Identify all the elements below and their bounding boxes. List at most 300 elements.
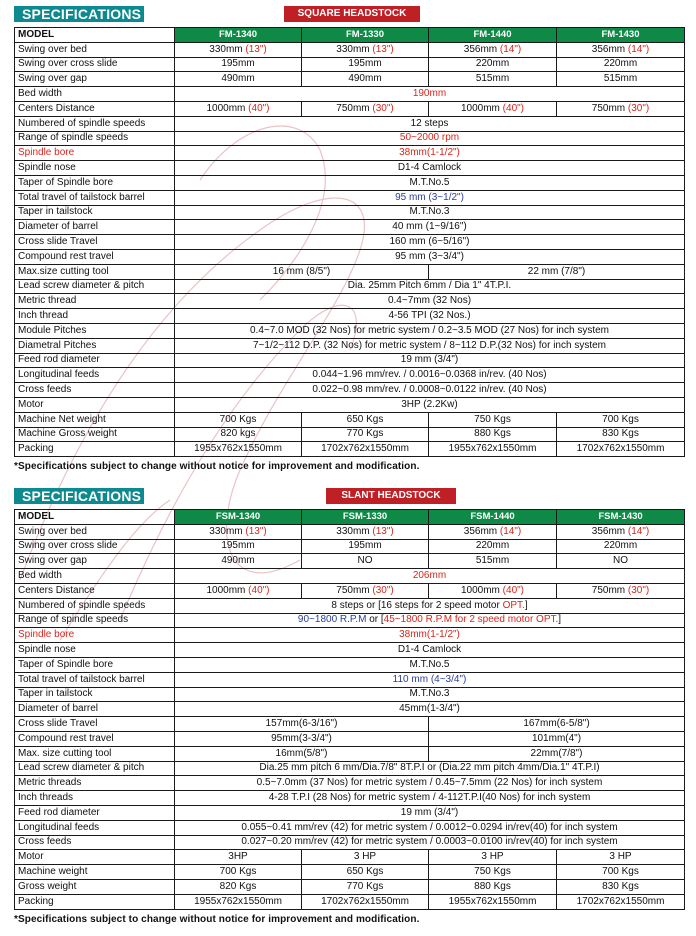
value-text: 490mm — [221, 73, 255, 85]
spec-value — [429, 57, 557, 72]
spec-value — [302, 865, 429, 880]
value-text: 650 Kgs — [346, 866, 384, 878]
spec-label: Spindle bore — [15, 628, 175, 643]
value-text: 220mm — [603, 58, 638, 70]
table-row — [15, 805, 685, 820]
spec-value — [429, 72, 557, 87]
value-text: 750mm — [591, 102, 628, 114]
table-row — [15, 72, 685, 87]
model-column-header: FM-1430 — [557, 28, 685, 43]
spec-label: Module Pitches — [15, 323, 175, 338]
spec-label: Taper of Spindle bore — [15, 175, 175, 190]
value-text: ] — [558, 614, 562, 626]
value-text: 770 Kgs — [346, 880, 384, 892]
model-label: MODEL — [15, 28, 175, 43]
value-text: 4-56 TPI (32 Nos.) — [388, 310, 471, 322]
spec-value — [302, 72, 429, 87]
value-text: 1000mm — [460, 102, 503, 114]
spec-value — [175, 657, 685, 672]
square-headstock-section — [14, 6, 684, 472]
table-row — [15, 865, 685, 880]
spec-value — [175, 87, 685, 102]
model-column-header: FSM-1340 — [175, 510, 302, 525]
table-row — [15, 87, 685, 102]
spec-label: Total travel of tailstock barrel — [15, 672, 175, 687]
spec-label: Cross feeds — [15, 835, 175, 850]
slant-headstock-section — [14, 488, 684, 925]
table-row — [15, 294, 685, 309]
spec-value — [175, 57, 302, 72]
table-row — [15, 628, 685, 643]
value-text: 195mm — [221, 58, 255, 70]
spec-label: Cross slide Travel — [15, 717, 175, 732]
value-text: 157mm(6-3/16") — [265, 718, 338, 730]
spec-label: Longitudinal feeds — [15, 820, 175, 835]
spec-value — [175, 717, 429, 732]
value-text: 1702x762x1550mm — [576, 443, 665, 455]
spec-value — [557, 427, 685, 442]
table-row — [15, 643, 685, 658]
table-row — [15, 101, 685, 116]
spec-label: Spindle nose — [15, 161, 175, 176]
headstock-type-title: SQUARE HEADSTOCK — [284, 6, 420, 22]
spec-value — [175, 820, 685, 835]
spec-value — [175, 554, 302, 569]
spec-value — [302, 442, 429, 457]
spec-label: Longitudinal feeds — [15, 368, 175, 383]
spec-value — [175, 598, 685, 613]
table-row — [15, 554, 685, 569]
value-text: NO — [357, 555, 373, 567]
spec-value — [175, 791, 685, 806]
spec-label: Inch threads — [15, 791, 175, 806]
value-text: 0.044~1.96 mm/rev. / 0.0016~0.0368 in/rev. (40 Nos) — [312, 369, 547, 381]
spec-label: Numbered of spindle speeds — [15, 598, 175, 613]
spec-label: Lead screw diameter & pitch — [15, 761, 175, 776]
spec-value — [302, 894, 429, 909]
spec-label: Range of spindle speeds — [15, 613, 175, 628]
spec-value — [175, 687, 685, 702]
spec-label: Max. size cutting tool — [15, 746, 175, 761]
value-text: 22 mm (7/8") — [527, 265, 586, 277]
value-text: 515mm — [475, 73, 510, 85]
spec-label: Spindle nose — [15, 643, 175, 658]
table-row — [15, 190, 685, 205]
spec-value — [557, 865, 685, 880]
model-column-header: FSM-1330 — [302, 510, 429, 525]
table-row — [15, 161, 685, 176]
spec-value — [175, 264, 429, 279]
value-text: 356mm — [591, 525, 628, 537]
spec-label: Compound rest travel — [15, 249, 175, 264]
value-text: 206mm — [412, 570, 447, 582]
spec-value — [175, 397, 685, 412]
spec-value — [175, 442, 302, 457]
spec-value — [175, 205, 685, 220]
spec-label: Machine weight — [15, 865, 175, 880]
value-text: 330mm — [336, 525, 373, 537]
spec-value — [175, 383, 685, 398]
table-row — [15, 175, 685, 190]
table-row — [15, 717, 685, 732]
table-row — [15, 879, 685, 894]
value-text: 95mm(3-3/4") — [271, 732, 332, 744]
value-text: 830 Kgs — [602, 880, 639, 892]
spec-value — [429, 746, 685, 761]
table-row — [15, 657, 685, 672]
value-text: 880 Kgs — [474, 428, 511, 440]
value-text: (14") — [627, 525, 650, 537]
value-text: or [ — [369, 614, 384, 626]
spec-value — [557, 101, 685, 116]
value-text: 95 mm (3~3/4") — [395, 250, 464, 262]
spec-value — [429, 850, 557, 865]
value-text: (14") — [499, 525, 522, 537]
value-text: 515mm — [603, 73, 638, 85]
value-text: (14") — [627, 43, 650, 55]
value-text: 700 Kgs — [219, 866, 257, 878]
value-text: (13") — [245, 43, 267, 55]
value-text: 7~1/2~112 D.P. (32 Nos) for metric system / 8~112 D.P.(32 Nos) for inch system — [252, 339, 607, 351]
spec-value — [429, 865, 557, 880]
table-row — [15, 397, 685, 412]
spec-value — [175, 865, 302, 880]
spec-label: Bed width — [15, 87, 175, 102]
value-text: 750mm — [336, 102, 373, 114]
value-text: 22mm(7/8") — [530, 747, 583, 759]
spec-value — [175, 146, 685, 161]
value-text: (40") — [502, 584, 525, 596]
spec-value — [175, 761, 685, 776]
value-text: M.T.No.3 — [409, 206, 450, 218]
value-text: 16mm(5/8") — [275, 747, 328, 759]
table-row — [15, 368, 685, 383]
table-row — [15, 279, 685, 294]
value-text: 3HP — [228, 851, 248, 863]
spec-label: Centers Distance — [15, 101, 175, 116]
spec-value — [175, 672, 685, 687]
value-text: 700 Kgs — [602, 866, 639, 878]
spec-value — [557, 583, 685, 598]
table-row — [15, 583, 685, 598]
value-text: 19 mm (3/4") — [400, 354, 459, 366]
spec-value — [302, 524, 429, 539]
table-row — [15, 746, 685, 761]
spec-value — [302, 554, 429, 569]
table-row — [15, 235, 685, 250]
spec-label: Diametral Pitches — [15, 338, 175, 353]
model-header-row — [15, 28, 685, 43]
table-row — [15, 894, 685, 909]
model-column-header: FM-1440 — [429, 28, 557, 43]
value-text: 38mm(1-1/2") — [399, 629, 460, 641]
value-text: D1-4 Camlock — [397, 644, 462, 656]
value-text: 356mm — [463, 525, 500, 537]
value-text: 880 Kgs — [474, 880, 511, 892]
spec-value — [175, 294, 685, 309]
spec-label: Diameter of barrel — [15, 220, 175, 235]
value-text: 820 kgs — [220, 428, 256, 440]
value-text: (13") — [372, 525, 394, 537]
model-column-header: FM-1340 — [175, 28, 302, 43]
spec-value — [175, 249, 685, 264]
value-text: 700 Kgs — [602, 413, 639, 425]
table-row — [15, 264, 685, 279]
table-row — [15, 613, 685, 628]
spec-label: Taper in tailstock — [15, 205, 175, 220]
value-text: 45mm(1-3/4") — [399, 703, 460, 715]
table-row — [15, 309, 685, 324]
spec-value — [429, 412, 557, 427]
spec-value — [557, 412, 685, 427]
table-row — [15, 731, 685, 746]
spec-value — [557, 879, 685, 894]
spec-value — [429, 101, 557, 116]
spec-value — [175, 338, 685, 353]
value-text: 0.4~7.0 MOD (32 Nos) for metric system / 0.2~3.5 MOD (27 Nos) for inch system — [250, 324, 609, 336]
spec-value — [175, 894, 302, 909]
value-text: M.T.No.3 — [409, 688, 450, 700]
spec-label: Metric thread — [15, 294, 175, 309]
spec-label: Bed width — [15, 569, 175, 584]
value-text: 1000mm — [206, 584, 249, 596]
table-row — [15, 850, 685, 865]
value-text: 110 mm (4~3/4") — [392, 673, 467, 685]
spec-value — [175, 175, 685, 190]
spec-value — [557, 72, 685, 87]
value-text: (13") — [372, 43, 394, 55]
value-text: Dia. 25mm Pitch 6mm / Dia 1" 4T.P.I. — [347, 280, 512, 292]
spec-label: Inch thread — [15, 309, 175, 324]
spec-value — [175, 368, 685, 383]
spec-label: Motor — [15, 850, 175, 865]
spec-value — [175, 731, 429, 746]
value-text: 38mm(1-1/2") — [399, 147, 460, 159]
value-text: 1702x762x1550mm — [576, 895, 665, 907]
spec-value — [557, 554, 685, 569]
spec-label: Taper in tailstock — [15, 687, 175, 702]
spec-value — [429, 427, 557, 442]
value-text: 8 steps or [16 steps for 2 speed motor — [331, 599, 503, 611]
model-label: MODEL — [15, 510, 175, 525]
value-text: Dia.25 mm pitch 6 mm/Dia.7/8" 8T.P.I or (Dia.22 mm pitch 4mm/Dia.1" 4T.P.I) — [259, 762, 600, 774]
spec-value — [175, 116, 685, 131]
spec-value — [429, 879, 557, 894]
spec-value — [175, 702, 685, 717]
value-text: 750mm — [336, 584, 373, 596]
specifications-title: SPECIFICATIONS — [14, 6, 144, 22]
value-text: M.T.No.5 — [409, 176, 450, 188]
value-text: 40 mm (1~9/16") — [392, 221, 467, 233]
value-text: 1000mm — [460, 584, 503, 596]
spec-value — [429, 583, 557, 598]
spec-value — [429, 524, 557, 539]
spec-value — [175, 427, 302, 442]
spec-value — [302, 583, 429, 598]
spec-value — [429, 442, 557, 457]
value-text: 330mm — [209, 525, 246, 537]
value-text: 515mm — [475, 555, 510, 567]
value-text: 1955x762x1550mm — [448, 443, 537, 455]
value-text: 195mm — [221, 540, 255, 552]
spec-label: Taper of Spindle bore — [15, 657, 175, 672]
value-text: 195mm — [348, 540, 382, 552]
value-text: 220mm — [475, 58, 510, 70]
spec-label: Range of spindle speeds — [15, 131, 175, 146]
value-text: (30") — [627, 584, 650, 596]
spec-value — [557, 442, 685, 457]
spec-value — [175, 643, 685, 658]
value-text: 220mm — [475, 540, 510, 552]
spec-value — [175, 190, 685, 205]
table-row — [15, 702, 685, 717]
spec-value — [302, 412, 429, 427]
value-text: (40") — [502, 102, 525, 114]
spec-value — [175, 879, 302, 894]
table-row — [15, 57, 685, 72]
spec-label: Swing over bed — [15, 524, 175, 539]
value-text: 160 mm (6~5/16") — [389, 236, 470, 248]
table-row — [15, 353, 685, 368]
model-header-row — [15, 510, 685, 525]
table-row — [15, 205, 685, 220]
table-row — [15, 338, 685, 353]
value-text: (30") — [372, 102, 394, 114]
spec-value — [175, 776, 685, 791]
value-text: 3 HP — [609, 851, 632, 863]
value-text: (30") — [372, 584, 394, 596]
value-text: OPT. — [502, 599, 525, 611]
value-text: 3HP (2.2Kw) — [401, 398, 458, 410]
value-text: (30") — [627, 102, 650, 114]
value-text: 90~1800 R.P.M — [297, 614, 370, 626]
spec-label: Swing over gap — [15, 72, 175, 87]
table-row — [15, 42, 685, 57]
table-row — [15, 116, 685, 131]
value-text: 1955x762x1550mm — [194, 895, 282, 907]
spec-label: Swing over cross slide — [15, 539, 175, 554]
specifications-title: SPECIFICATIONS — [14, 488, 144, 504]
spec-value — [302, 539, 429, 554]
spec-value — [175, 524, 302, 539]
value-text: 1702x762x1550mm — [321, 895, 409, 907]
value-text: (14") — [499, 43, 522, 55]
table-row — [15, 442, 685, 457]
table-row — [15, 672, 685, 687]
spec-value — [302, 427, 429, 442]
value-text: 490mm — [348, 73, 382, 85]
spec-value — [557, 894, 685, 909]
model-column-header: FSM-1440 — [429, 510, 557, 525]
spec-value — [429, 894, 557, 909]
spec-value — [302, 850, 429, 865]
spec-label: Swing over gap — [15, 554, 175, 569]
spec-value — [175, 569, 685, 584]
value-text: 1955x762x1550mm — [448, 895, 537, 907]
spec-value — [175, 628, 685, 643]
value-text: 19 mm (3/4") — [400, 806, 459, 818]
value-text: 220mm — [603, 540, 638, 552]
table-row — [15, 820, 685, 835]
spec-value — [557, 57, 685, 72]
spec-value — [429, 539, 557, 554]
table-row — [15, 412, 685, 427]
spec-value — [302, 101, 429, 116]
value-text: 167mm(6-5/8") — [523, 718, 590, 730]
spec-value — [429, 731, 685, 746]
value-text: 750mm — [591, 584, 628, 596]
value-text: ] — [524, 599, 528, 611]
spec-value — [175, 101, 302, 116]
spec-value — [175, 835, 685, 850]
spec-value — [429, 42, 557, 57]
table-row — [15, 524, 685, 539]
model-column-header: FM-1330 — [302, 28, 429, 43]
table-row — [15, 427, 685, 442]
disclaimer-note: *Specifications subject to change without notice for improvement and modification. — [14, 461, 420, 473]
spec-value — [429, 554, 557, 569]
spec-value — [175, 583, 302, 598]
value-text: 700 Kgs — [219, 413, 257, 425]
disclaimer-note: *Specifications subject to change without notice for improvement and modification. — [14, 913, 420, 925]
value-text: 1702x762x1550mm — [321, 443, 409, 455]
spec-label: Packing — [15, 442, 175, 457]
spec-value — [175, 850, 302, 865]
spec-label: Gross weight — [15, 879, 175, 894]
spec-table — [14, 27, 685, 457]
spec-value — [175, 279, 685, 294]
spec-value — [175, 353, 685, 368]
spec-value — [302, 42, 429, 57]
value-text: 12 steps — [410, 117, 449, 129]
spec-label: Packing — [15, 894, 175, 909]
value-text: 3 HP — [353, 851, 377, 863]
spec-label: Metric threads — [15, 776, 175, 791]
value-text: 45~1800 R.P.M for 2 speed motor OPT. — [383, 614, 559, 626]
value-text: 750 Kgs — [474, 413, 511, 425]
spec-value — [302, 879, 429, 894]
value-text: (13") — [245, 525, 267, 537]
spec-label: Cross feeds — [15, 383, 175, 398]
value-text: 356mm — [591, 43, 628, 55]
value-text: D1-4 Camlock — [397, 162, 462, 174]
value-text: 4-28 T.P.I (28 Nos) for metric system / 4-112T.P.I(40 Nos) for inch system — [268, 792, 591, 804]
spec-value — [557, 539, 685, 554]
spec-value — [302, 57, 429, 72]
spec-label: Total travel of tailstock barrel — [15, 190, 175, 205]
value-text: 0.5~7.0mm (37 Nos) for metric system / 0.45~7.5mm (22 Nos) for inch system — [256, 777, 603, 789]
value-text: 330mm — [209, 43, 246, 55]
spec-table — [14, 509, 685, 910]
table-row — [15, 323, 685, 338]
value-text: 750 Kgs — [474, 866, 511, 878]
spec-value — [175, 220, 685, 235]
table-row — [15, 220, 685, 235]
spec-value — [175, 805, 685, 820]
value-text: (40") — [248, 102, 270, 114]
value-text: (40") — [248, 584, 270, 596]
value-text: 195mm — [348, 58, 382, 70]
headstock-type-title: SLANT HEADSTOCK — [326, 488, 456, 504]
value-text: 0.027~0.20 mm/rev (42) for metric system / 0.0003~0.0100 in/rev(40) for inch system — [241, 836, 618, 848]
spec-value — [557, 524, 685, 539]
table-row — [15, 791, 685, 806]
value-text: 1955x762x1550mm — [194, 443, 282, 455]
table-row — [15, 146, 685, 161]
value-text: 830 Kgs — [602, 428, 639, 440]
spec-label: Centers Distance — [15, 583, 175, 598]
value-text: 3 HP — [481, 851, 504, 863]
